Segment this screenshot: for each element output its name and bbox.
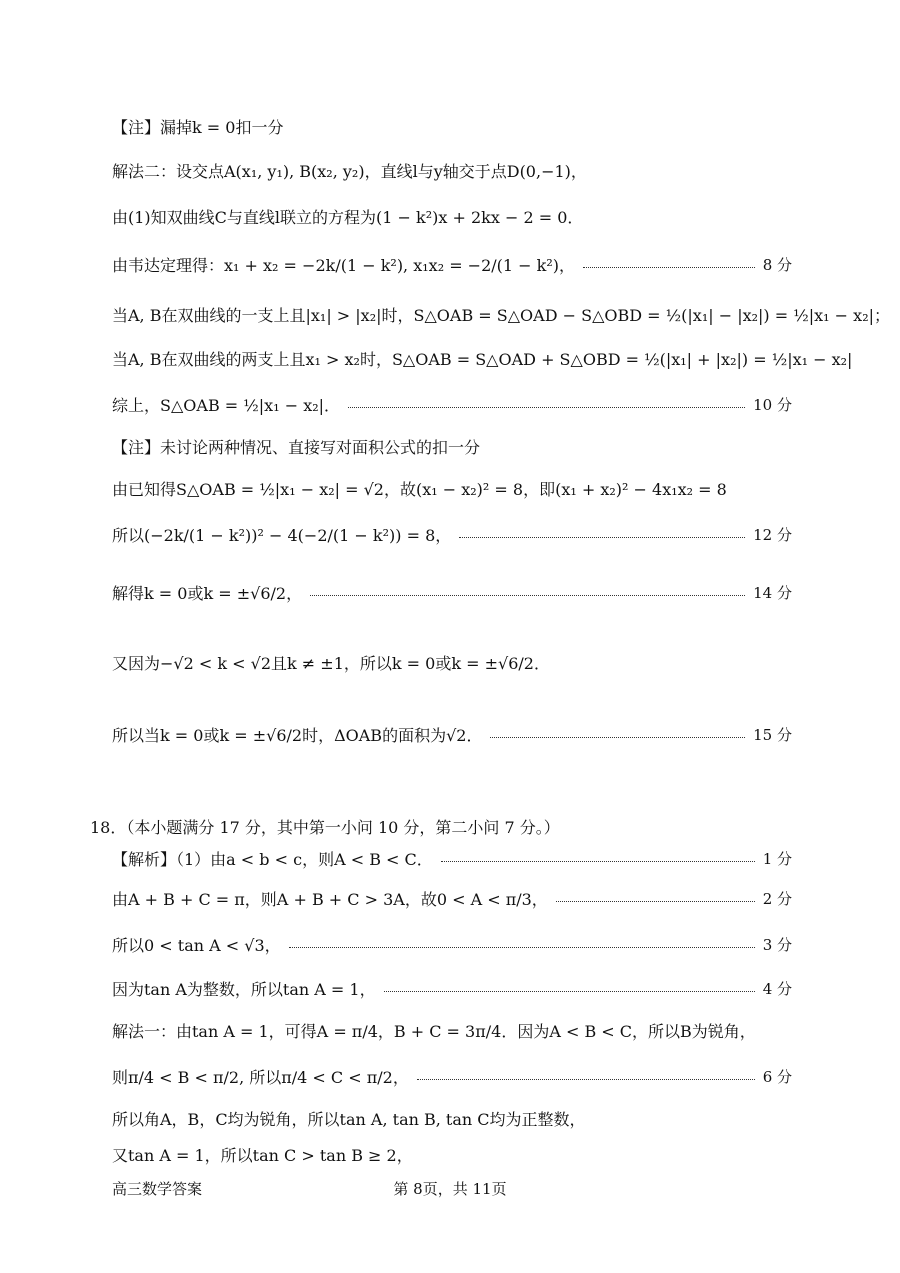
note-line: [112, 424, 792, 468]
line-text: 解法二：设交点A(x₁, y₁), B(x₂, y₂)，直线l与y轴交于点D(0,−1)，: [112, 161, 587, 181]
line-text: 所以角A，B，C均为锐角，所以tan A, tan B, tan C均为正整数，: [112, 1109, 586, 1129]
line-text: 所以0 < tan A < √3，: [112, 935, 281, 955]
score-label: 10 分: [753, 395, 792, 414]
method-two-line: [112, 148, 792, 192]
text-line: [112, 292, 890, 336]
scored-line: [112, 966, 792, 1010]
line-text: 【解析】（1）由a < b < c，则A < B < C．: [112, 849, 433, 869]
scored-line: [112, 836, 792, 880]
line-text: 【注】未讨论两种情况、直接写对面积公式的扣一分: [112, 437, 481, 457]
score-label: 2 分: [762, 889, 792, 908]
line-text: 解得k = 0或k = ±√6/2，: [112, 583, 303, 603]
page-number: 第 8页，共 11页: [393, 1179, 507, 1198]
text-line: [112, 336, 853, 380]
line-text: 又tan A = 1，所以tan C > tan B ≥ 2，: [112, 1145, 413, 1165]
score-label: 6 分: [762, 1067, 792, 1086]
dot-leader: [417, 1079, 755, 1080]
text-line: [112, 466, 792, 510]
score-label: 4 分: [762, 979, 792, 998]
footer-left: 高三数学答案: [112, 1179, 203, 1198]
text-line: [112, 1132, 792, 1176]
line-text: 【注】漏掉k = 0扣一分: [112, 117, 284, 137]
dot-leader: [384, 991, 755, 992]
scored-line: [112, 382, 792, 426]
scored-line: [112, 922, 792, 966]
score-label: 8 分: [762, 255, 792, 274]
score-label: 1 分: [762, 849, 792, 868]
line-text: 又因为−√2 < k < √2且k ≠ ±1，所以k = 0或k = ±√6/2．: [112, 653, 550, 673]
text-line: [112, 640, 792, 684]
dot-leader: [583, 267, 755, 268]
score-label: 15 分: [753, 725, 792, 744]
line-text: 由已知得S△OAB = ½|x₁ − x₂| = √2，故(x₁ − x₂)² = 8，即(x₁ + x₂)² − 4x₁x₂ = 8: [112, 479, 727, 499]
dot-leader: [310, 595, 745, 596]
note-line: [112, 104, 792, 148]
dot-leader: [441, 861, 755, 862]
score-label: 12 分: [753, 525, 792, 544]
scored-line: [112, 512, 792, 556]
method-one-line: [112, 1008, 792, 1052]
line-text: 解法一：由tan A = 1，可得A = π/4，B + C = 3π/4．因为A < B < C，所以B为锐角，: [112, 1021, 756, 1041]
line-text: 所以当k = 0或k = ±√6/2时，ΔOAB的面积为√2．: [112, 725, 483, 745]
line-text: 所以(−2k/(1 − k²))² − 4(−2/(1 − k²)) = 8，: [112, 525, 452, 545]
dot-leader: [289, 947, 755, 948]
line-text: 由A + B + C = π，则A + B + C > 3A，故0 < A < π/3，: [112, 889, 548, 909]
scored-line: [112, 712, 792, 756]
line-text: 综上，S△OAB = ½|x₁ − x₂|．: [112, 395, 341, 415]
line-text: 由(1)知双曲线C与直线l联立的方程为(1 − k²)x + 2kx − 2 = 0．: [112, 207, 584, 227]
scored-line: [112, 570, 792, 614]
dot-leader: [556, 901, 755, 902]
text-line: [112, 194, 792, 238]
dot-leader: [459, 537, 745, 538]
scored-line: [112, 876, 792, 920]
score-label: 14 分: [753, 583, 792, 602]
line-text: 当A, B在双曲线的两支上且x₁ > x₂时，S△OAB = S△OAD + S△OBD = ½(|x₁| + |x₂|) = ½|x₁ − x₂|: [112, 349, 853, 369]
scored-line: [112, 242, 792, 286]
line-text: 因为tan A为整数，所以tan A = 1，: [112, 979, 376, 999]
dot-leader: [490, 737, 745, 738]
line-text: 则π/4 < B < π/2, 所以π/4 < C < π/2，: [112, 1067, 409, 1087]
line-text: 18．（本小题满分 17 分，其中第一小问 10 分，第二小问 7 分。）: [90, 817, 560, 837]
line-text: 当A, B在双曲线的一支上且|x₁| > |x₂|时，S△OAB = S△OAD − S△OBD = ½(|x₁| − |x₂|) = ½|x₁ − x₂|；: [112, 305, 890, 325]
scored-line: [112, 1054, 792, 1098]
dot-leader: [348, 407, 745, 408]
score-label: 3 分: [762, 935, 792, 954]
line-text: 由韦达定理得：x₁ + x₂ = −2k/(1 − k²), x₁x₂ = −2/(1 − k²)，: [112, 255, 576, 275]
